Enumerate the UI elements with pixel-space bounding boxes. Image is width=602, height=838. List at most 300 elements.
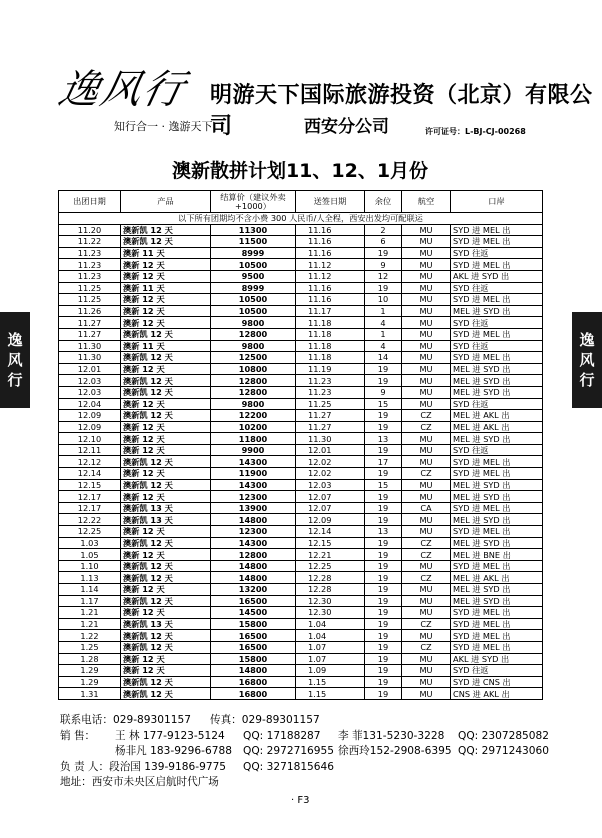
row-price: 14800	[211, 560, 296, 572]
row-product: 澳新 12 天	[121, 549, 211, 561]
row-date: 1.22	[59, 630, 121, 642]
row-port: SYD 进 MEL 出	[451, 468, 543, 480]
row-seats: 19	[365, 549, 402, 561]
row-deadline: 11.27	[296, 410, 365, 422]
row-date: 1.14	[59, 584, 121, 596]
row-price: 10500	[211, 305, 296, 317]
row-port: AKL 进 SYD 出	[451, 653, 543, 665]
table-row	[59, 410, 543, 422]
row-date: 11.26	[59, 305, 121, 317]
row-date: 11.25	[59, 282, 121, 294]
sales4-qq: QQ: 2971243060	[458, 745, 550, 757]
row-price: 8999	[211, 282, 296, 294]
row-seats: 19	[365, 618, 402, 630]
row-airline: MU	[402, 514, 451, 526]
row-date: 1.13	[59, 572, 121, 584]
row-airline: CZ	[402, 618, 451, 630]
manager-qq: QQ: 3271815646	[243, 760, 335, 773]
row-seats: 19	[365, 607, 402, 619]
row-product: 澳新 12 天	[121, 294, 211, 306]
row-price: 13900	[211, 502, 296, 514]
table-row	[59, 328, 543, 340]
row-price: 10500	[211, 259, 296, 271]
row-seats: 15	[365, 398, 402, 410]
row-airline: CZ	[402, 468, 451, 480]
sales1-qq: QQ: 17188287	[243, 729, 321, 742]
table-row	[59, 491, 543, 503]
row-airline: MU	[402, 294, 451, 306]
row-deadline: 12.02	[296, 468, 365, 480]
side-tab-left	[0, 312, 30, 408]
row-deadline: 12.07	[296, 502, 365, 514]
row-product: 澳新凯 12 天	[121, 375, 211, 387]
row-product: 澳新 12 天	[121, 259, 211, 271]
row-port: SYD 往返	[451, 282, 543, 294]
row-price: 16800	[211, 676, 296, 688]
row-deadline: 11.30	[296, 433, 365, 445]
table-note: 以下所有团期均不含小费 300 人民币/人全程，西安出发均可配联运	[59, 213, 543, 225]
table-row	[59, 375, 543, 387]
row-port: SYD 进 MEL 出	[451, 294, 543, 306]
row-airline: MU	[402, 340, 451, 352]
row-date: 1.28	[59, 653, 121, 665]
header-price: 结算价（建议外卖+1000）	[211, 191, 296, 213]
row-deadline: 12.30	[296, 595, 365, 607]
row-seats: 12	[365, 270, 402, 282]
contact-fax: 传真：029-89301157	[210, 714, 320, 726]
row-seats: 19	[365, 363, 402, 375]
row-deadline: 11.16	[296, 247, 365, 259]
table-row	[59, 259, 543, 271]
side-tab-char: 逸	[7, 331, 23, 349]
row-port: SYD 进 MEL 出	[451, 607, 543, 619]
header-date: 出团日期	[59, 191, 121, 213]
row-airline: CZ	[402, 641, 451, 653]
row-product: 澳新 12 天	[121, 421, 211, 433]
row-deadline: 11.16	[296, 282, 365, 294]
row-deadline: 11.23	[296, 386, 365, 398]
row-airline: MU	[402, 653, 451, 665]
row-product: 澳新凯 13 天	[121, 618, 211, 630]
row-price: 14800	[211, 572, 296, 584]
row-date: 12.14	[59, 468, 121, 480]
row-port: MEL 进 SYD 出	[451, 433, 543, 445]
row-deadline: 1.09	[296, 665, 365, 677]
row-port: MEL 进 AKL 出	[451, 572, 543, 584]
row-seats: 19	[365, 688, 402, 700]
row-deadline: 12.14	[296, 526, 365, 538]
license-number: 许可证号：L-BJ-CJ-00268	[425, 127, 526, 136]
row-price: 12800	[211, 386, 296, 398]
row-port: SYD 进 MEL 出	[451, 259, 543, 271]
row-date: 11.23	[59, 247, 121, 259]
row-seats: 19	[365, 444, 402, 456]
row-port: SYD 进 MEL 出	[451, 630, 543, 642]
table-row	[59, 665, 543, 677]
row-date: 1.29	[59, 676, 121, 688]
row-seats: 13	[365, 526, 402, 538]
row-port: SYD 进 MEL 出	[451, 560, 543, 572]
table-row	[59, 386, 543, 398]
table-row	[59, 352, 543, 364]
row-price: 15800	[211, 618, 296, 630]
table-row	[59, 676, 543, 688]
row-airline: MU	[402, 317, 451, 329]
row-date: 12.12	[59, 456, 121, 468]
row-product: 澳新凯 12 天	[121, 386, 211, 398]
row-port: AKL 进 SYD 出	[451, 270, 543, 282]
row-seats: 19	[365, 560, 402, 572]
row-seats: 4	[365, 317, 402, 329]
row-price: 12800	[211, 375, 296, 387]
row-deadline: 12.01	[296, 444, 365, 456]
row-date: 1.17	[59, 595, 121, 607]
row-product: 澳新凯 12 天	[121, 224, 211, 236]
row-price: 16500	[211, 595, 296, 607]
row-price: 14800	[211, 514, 296, 526]
sales1-contact: 王 林 177-9123-5124	[115, 729, 225, 742]
row-product: 澳新 12 天	[121, 444, 211, 456]
row-airline: MU	[402, 444, 451, 456]
row-deadline: 11.25	[296, 398, 365, 410]
side-tab-char: 逸	[579, 331, 595, 349]
row-seats: 2	[365, 224, 402, 236]
row-price: 11800	[211, 433, 296, 445]
row-price: 9800	[211, 398, 296, 410]
row-seats: 19	[365, 595, 402, 607]
row-seats: 19	[365, 665, 402, 677]
row-date: 11.30	[59, 352, 121, 364]
table-row	[59, 549, 543, 561]
row-price: 12800	[211, 328, 296, 340]
row-seats: 19	[365, 502, 402, 514]
row-product: 澳新 12 天	[121, 491, 211, 503]
row-date: 12.01	[59, 363, 121, 375]
row-product: 澳新 11 天	[121, 247, 211, 259]
row-date: 12.25	[59, 526, 121, 538]
table-row	[59, 514, 543, 526]
row-airline: MU	[402, 363, 451, 375]
row-price: 16500	[211, 641, 296, 653]
row-date: 11.23	[59, 259, 121, 271]
row-deadline: 12.07	[296, 491, 365, 503]
row-airline: MU	[402, 282, 451, 294]
row-date: 1.29	[59, 665, 121, 677]
row-port: MEL 进 SYD 出	[451, 537, 543, 549]
row-seats: 19	[365, 572, 402, 584]
row-product: 澳新凯 12 天	[121, 560, 211, 572]
row-deadline: 11.23	[296, 375, 365, 387]
row-seats: 4	[365, 340, 402, 352]
row-port: SYD 进 MEL 出	[451, 352, 543, 364]
row-seats: 1	[365, 328, 402, 340]
logo-text: 逸风行	[54, 67, 191, 113]
sales2-qq: QQ: 2307285082	[458, 729, 550, 742]
row-price: 11900	[211, 468, 296, 480]
table-row	[59, 456, 543, 468]
row-airline: MU	[402, 607, 451, 619]
row-deadline: 11.12	[296, 259, 365, 271]
row-date: 1.21	[59, 618, 121, 630]
row-deadline: 11.17	[296, 305, 365, 317]
row-deadline: 11.18	[296, 340, 365, 352]
table-row	[59, 294, 543, 306]
row-deadline: 12.09	[296, 514, 365, 526]
sales4-contact: 徐西玲152-2908-6395	[338, 745, 452, 757]
row-price: 10200	[211, 421, 296, 433]
row-port: MEL 进 SYD 出	[451, 479, 543, 491]
row-price: 14300	[211, 456, 296, 468]
row-deadline: 12.15	[296, 537, 365, 549]
row-product: 澳新 11 天	[121, 340, 211, 352]
row-price: 9800	[211, 317, 296, 329]
table-row	[59, 595, 543, 607]
row-price: 11300	[211, 224, 296, 236]
row-date: 12.09	[59, 421, 121, 433]
table-row	[59, 468, 543, 480]
table-row	[59, 584, 543, 596]
row-deadline: 1.07	[296, 641, 365, 653]
row-deadline: 11.16	[296, 224, 365, 236]
manager-contact: 负 责 人：段治国 139-9186-9775	[60, 760, 227, 773]
table-row	[59, 630, 543, 642]
row-airline: MU	[402, 456, 451, 468]
row-date: 11.22	[59, 236, 121, 248]
row-port: SYD 进 MEL 出	[451, 236, 543, 248]
row-airline: MU	[402, 630, 451, 642]
table-row	[59, 479, 543, 491]
row-price: 14800	[211, 665, 296, 677]
row-seats: 19	[365, 491, 402, 503]
row-airline: MU	[402, 595, 451, 607]
table-note-row	[59, 213, 543, 225]
row-date: 12.17	[59, 502, 121, 514]
row-date: 1.21	[59, 607, 121, 619]
row-port: MEL 进 BNE 出	[451, 549, 543, 561]
row-price: 12200	[211, 410, 296, 422]
side-tab-char: 风	[7, 351, 23, 369]
table-row	[59, 688, 543, 700]
row-airline: MU	[402, 676, 451, 688]
row-deadline: 12.28	[296, 572, 365, 584]
side-tab-char: 行	[579, 371, 595, 389]
row-price: 9500	[211, 270, 296, 282]
row-deadline: 12.25	[296, 560, 365, 572]
row-airline: MU	[402, 386, 451, 398]
table-row	[59, 282, 543, 294]
row-airline: CZ	[402, 537, 451, 549]
row-date: 11.25	[59, 294, 121, 306]
row-port: SYD 往返	[451, 665, 543, 677]
row-product: 澳新凯 12 天	[121, 641, 211, 653]
row-airline: MU	[402, 236, 451, 248]
row-airline: MU	[402, 328, 451, 340]
table-row	[59, 537, 543, 549]
row-port: MEL 进 SYD 出	[451, 584, 543, 596]
row-product: 澳新 12 天	[121, 584, 211, 596]
row-product: 澳新 12 天	[121, 270, 211, 282]
row-price: 15800	[211, 653, 296, 665]
row-seats: 10	[365, 294, 402, 306]
page-number: · F3	[291, 795, 310, 806]
row-seats: 13	[365, 433, 402, 445]
address: 地址：西安市未央区启航时代广场	[60, 776, 219, 788]
row-airline: MU	[402, 688, 451, 700]
row-deadline: 1.15	[296, 676, 365, 688]
header-product: 产品	[121, 191, 211, 213]
row-airline: MU	[402, 526, 451, 538]
row-port: MEL 进 SYD 出	[451, 386, 543, 398]
row-seats: 19	[365, 584, 402, 596]
row-deadline: 12.03	[296, 479, 365, 491]
row-product: 澳新凯 12 天	[121, 236, 211, 248]
table-row	[59, 433, 543, 445]
row-product: 澳新 12 天	[121, 305, 211, 317]
row-seats: 1	[365, 305, 402, 317]
table-row	[59, 560, 543, 572]
contact-phone: 联系电话：029-89301157	[60, 714, 191, 726]
row-port: MEL 进 SYD 出	[451, 375, 543, 387]
row-product: 澳新凯 12 天	[121, 630, 211, 642]
row-seats: 17	[365, 456, 402, 468]
row-port: SYD 进 CNS 出	[451, 676, 543, 688]
row-seats: 6	[365, 236, 402, 248]
row-deadline: 1.04	[296, 618, 365, 630]
row-date: 1.10	[59, 560, 121, 572]
row-airline: MU	[402, 479, 451, 491]
header-seats: 余位	[365, 191, 402, 213]
row-price: 16500	[211, 630, 296, 642]
row-date: 12.03	[59, 386, 121, 398]
row-seats: 19	[365, 537, 402, 549]
row-airline: MU	[402, 305, 451, 317]
row-seats: 19	[365, 630, 402, 642]
side-tab-char: 行	[7, 371, 23, 389]
row-product: 澳新 11 天	[121, 282, 211, 294]
row-product: 澳新 12 天	[121, 398, 211, 410]
row-airline: MU	[402, 352, 451, 364]
row-product: 澳新 12 天	[121, 317, 211, 329]
row-date: 1.03	[59, 537, 121, 549]
row-date: 12.03	[59, 375, 121, 387]
company-name: 明游天下国际旅游投资（北京）有限公司	[210, 83, 593, 139]
row-seats: 19	[365, 676, 402, 688]
row-price: 9800	[211, 340, 296, 352]
row-deadline: 12.28	[296, 584, 365, 596]
row-price: 13200	[211, 584, 296, 596]
row-seats: 19	[365, 514, 402, 526]
row-port: MEL 进 SYD 出	[451, 305, 543, 317]
row-seats: 19	[365, 410, 402, 422]
row-airline: MU	[402, 433, 451, 445]
schedule-table	[58, 190, 543, 700]
row-date: 12.22	[59, 514, 121, 526]
row-airline: CZ	[402, 410, 451, 422]
table-row	[59, 653, 543, 665]
table-row	[59, 317, 543, 329]
row-date: 11.20	[59, 224, 121, 236]
row-airline: CZ	[402, 549, 451, 561]
row-product: 澳新凯 12 天	[121, 410, 211, 422]
row-date: 1.05	[59, 549, 121, 561]
row-price: 16800	[211, 688, 296, 700]
table-row	[59, 224, 543, 236]
row-price: 12300	[211, 526, 296, 538]
row-airline: MU	[402, 270, 451, 282]
row-date: 1.25	[59, 641, 121, 653]
row-product: 澳新凯 12 天	[121, 456, 211, 468]
table-row	[59, 247, 543, 259]
row-product: 澳新 12 天	[121, 607, 211, 619]
row-port: SYD 进 MEL 出	[451, 456, 543, 468]
row-deadline: 11.18	[296, 317, 365, 329]
row-date: 12.11	[59, 444, 121, 456]
row-port: SYD 往返	[451, 317, 543, 329]
row-seats: 15	[365, 479, 402, 491]
row-product: 澳新 12 天	[121, 363, 211, 375]
row-price: 10500	[211, 294, 296, 306]
row-airline: MU	[402, 398, 451, 410]
table-row	[59, 641, 543, 653]
side-tab-right	[572, 312, 602, 408]
sales3-contact: 杨非凡 183-9296-6788	[115, 745, 232, 757]
header-airline: 航空	[402, 191, 451, 213]
sales-label: 销 售：	[60, 729, 96, 742]
row-port: SYD 进 MEL 出	[451, 641, 543, 653]
row-date: 12.10	[59, 433, 121, 445]
side-tab-char: 风	[579, 351, 595, 369]
row-airline: MU	[402, 560, 451, 572]
row-port: MEL 进 SYD 出	[451, 491, 543, 503]
row-product: 澳新 12 天	[121, 653, 211, 665]
row-product: 澳新 12 天	[121, 665, 211, 677]
table-row	[59, 363, 543, 375]
row-product: 澳新凯 13 天	[121, 502, 211, 514]
header-deadline: 送签日期	[296, 191, 365, 213]
row-product: 澳新凯 12 天	[121, 572, 211, 584]
row-date: 12.15	[59, 479, 121, 491]
table-header-row	[59, 191, 543, 213]
row-deadline: 11.12	[296, 270, 365, 282]
row-port: SYD 往返	[451, 398, 543, 410]
row-price: 9900	[211, 444, 296, 456]
page-title: 澳新散拼计划11、12、1月份	[171, 160, 429, 182]
row-product: 澳新凯 12 天	[121, 537, 211, 549]
table-row	[59, 572, 543, 584]
table-row	[59, 526, 543, 538]
row-deadline: 11.19	[296, 363, 365, 375]
row-price: 12500	[211, 352, 296, 364]
row-airline: MU	[402, 491, 451, 503]
row-deadline: 1.04	[296, 630, 365, 642]
row-port: SYD 进 MEL 出	[451, 224, 543, 236]
row-product: 澳新凯 12 天	[121, 352, 211, 364]
row-price: 11500	[211, 236, 296, 248]
table-row	[59, 618, 543, 630]
row-seats: 9	[365, 386, 402, 398]
row-date: 11.27	[59, 317, 121, 329]
row-product: 澳新凯 12 天	[121, 479, 211, 491]
row-airline: MU	[402, 375, 451, 387]
row-seats: 19	[365, 282, 402, 294]
row-product: 澳新 12 天	[121, 468, 211, 480]
row-airline: MU	[402, 259, 451, 271]
row-seats: 19	[365, 247, 402, 259]
row-airline: MU	[402, 584, 451, 596]
row-seats: 19	[365, 375, 402, 387]
row-airline: CA	[402, 502, 451, 514]
table-row	[59, 502, 543, 514]
